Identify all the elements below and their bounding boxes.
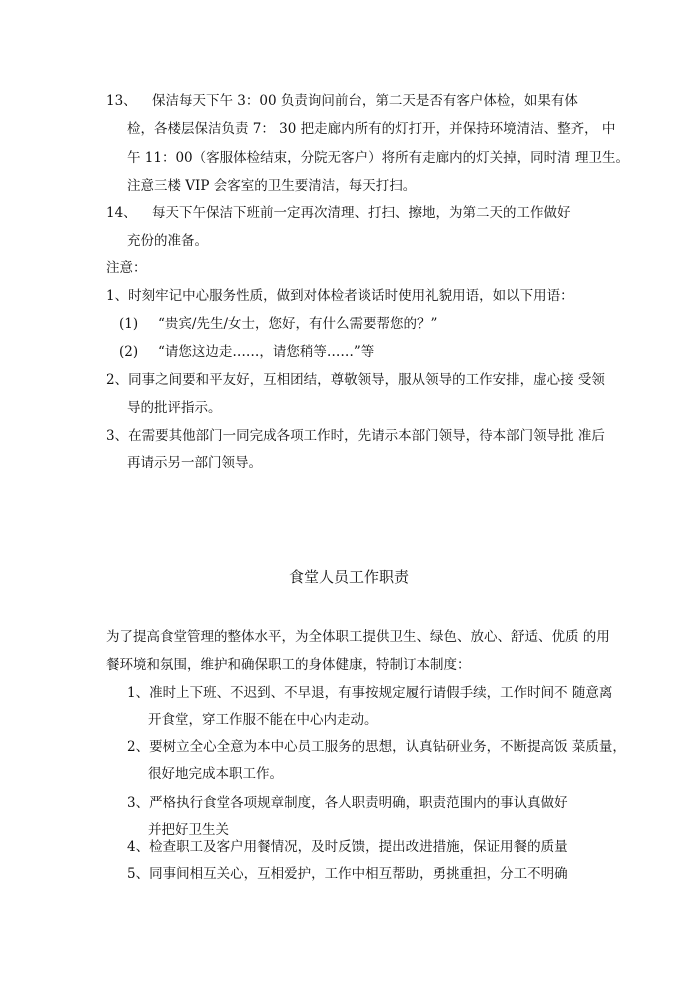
note-2-line-2: 导的批评指示。 — [127, 400, 222, 416]
rule-1-line-2: 开食堂，穿工作服不能在中心内走动。 — [148, 712, 378, 728]
item-13-line-1: 保洁每天下午 3：00 负责询问前台，第二天是否有客户体检，如果有体 — [152, 93, 578, 109]
intro-line-1: 为了提高食堂管理的整体水平，为全体职工提供卫生、绿色、放心、舒适、优质 的用 — [106, 629, 610, 645]
rule-3-line-1: 3、严格执行食堂各项规章制度，各人职责明确，职责范围内的事认真做好 — [127, 795, 568, 811]
note-3-line-2: 再请示另一部门领导。 — [127, 455, 262, 471]
phrase-2-number: (2) — [119, 344, 139, 360]
notes-heading: 注意： — [106, 260, 147, 276]
rule-2-line-1: 2、要树立全心全意为本中心员工服务的思想，认真钻研业务，不断提高饭 菜质量， — [127, 739, 626, 755]
intro-line-2: 餐环境和氛围，维护和确保职工的身体健康，特制订本制度： — [106, 657, 471, 673]
note-2-line-1: 2、同事之间要和平友好，互相团结，尊敬领导，服从领导的工作安排，虚心接 受领 — [106, 372, 605, 388]
rule-5-line-1: 5、同事间相互关心，互相爱护，工作中相互帮助，勇挑重担，分工不明确 — [127, 866, 568, 882]
section-title: 食堂人员工作职责 — [289, 568, 410, 586]
item-13-line-4: 注意三楼 VIP 会客室的卫生要清洁，每天打扫。 — [127, 178, 417, 194]
note-1: 1、时刻牢记中心服务性质，做到对体检者谈话时使用礼貌用语，如以下用语： — [106, 288, 574, 304]
rule-3-line-2: 并把好卫生关 — [148, 822, 229, 838]
item-14-line-1: 每天下午保洁下班前一定再次清理、打扫、擦地，为第二天的工作做好 — [152, 205, 571, 221]
item-13-number: 13、 — [106, 93, 137, 109]
item-13-line-2: 检，各楼层保洁负责 7： 30 把走廊内所有的灯打开，并保持环境清洁、整齐， 中 — [127, 121, 616, 137]
rule-4-line-1: 4、检查职工及客户用餐情况，及时反馈，提出改进措施，保证用餐的质量 — [127, 839, 568, 855]
phrase-2-text: “请您这边走……，请您稍等……”等 — [158, 344, 375, 360]
note-3-line-1: 3、在需要其他部门一同完成各项工作时，先请示本部门领导，待本部门领导批 准后 — [106, 428, 605, 444]
phrase-1-number: (1) — [119, 316, 139, 332]
item-14-line-2: 充份的准备。 — [127, 233, 208, 249]
rule-2-line-2: 很好地完成本职工作。 — [148, 766, 283, 782]
item-14-number: 14、 — [106, 205, 137, 221]
rule-1-line-1: 1、准时上下班、不迟到、不早退，有事按规定履行请假手续，工作时间不 随意离 — [127, 685, 613, 701]
item-13-line-3: 午 11：00（客服体检结束，分院无客户）将所有走廊内的灯关掉，同时清 理卫生。 — [127, 150, 629, 166]
phrase-1-text: “贵宾/先生/女士，您好，有什么需要帮您的？” — [158, 316, 438, 332]
